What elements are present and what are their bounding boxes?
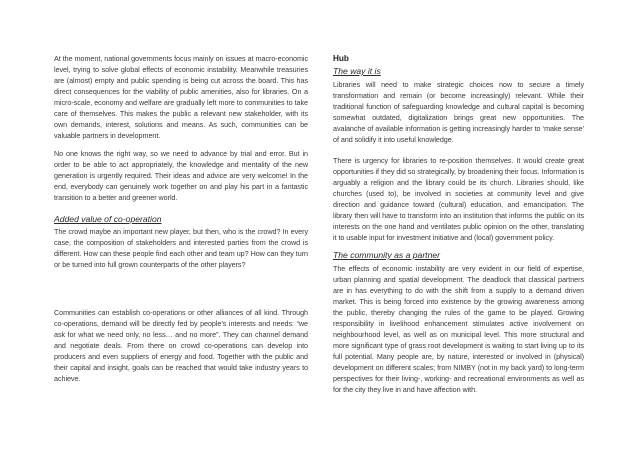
- paragraph-trial-and-error: No one knows the right way, so we need to advance by trial and error. But in order to be able to act appropriately, the knowledge and mentality of the new generation is urgently required. Their ideas and advice are very welcome! In the end, everybody can genuinely work together on and play his part in a fantastic transition to a better and greener world.: [54, 149, 308, 202]
- paragraph-macro-economic: At the moment, national governments focus mainly on issues at macro-economic level, trying to solve global effects of economic instability. Meanwhile treasuries are (almost) empty and public spending is being cut across the board. This has direct consequences for the viability of public amenities, also for libraries. On a micro-scale, economy and welfare are gradually left more to communities to take care of themselves. This makes the public a relevant new stakeholder, with its own demands, interest, solutions and means. As such, communities can be valuable partners in development.: [54, 54, 308, 140]
- heading-hub: Hub: [333, 54, 349, 63]
- paragraph-co-operations: Communities can establish co-operations or other alliances of all kind. Through co-operations, demand will be directly fed by people’s interests and needs: “we ask for what we need only, no less… and no more”. They can channel demand and negotiate deals. From there on crowd co-operations can develop into producers and even suppliers of energy and food. Together with the public and their capital and insight, goals can be reached that would take industry years to achieve.: [54, 308, 308, 383]
- paragraph-crowd: The crowd maybe an important new player, but then, who is the crowd? In every case, the composition of stakeholders and interested parties from the crowd is different. How can these people find each other and team up? How can they turn or be turned into full grown counterparts of the other players?: [54, 227, 308, 269]
- heading-added-value: Added value of co-operation: [54, 214, 162, 224]
- paragraph-libraries-strategic: Libraries will need to make strategic choices now to secure a timely transformation and remain (or become increasingly) relevant. While their traditional function of safeguarding knowledge and cultural capital is becoming somewhat outdated, digitalization brings great new opportunities. The avalanche of available information is getting increasingly harder to ‘make sense’ of and solidify it into useful knowledge.: [333, 80, 584, 144]
- heading-the-way-it-is: The way it is: [333, 66, 381, 76]
- paragraph-urgency: There is urgency for libraries to re-position themselves. It would create great opportunities if they did so strategically, by broadening their focus. Information is arguably a religion and the library could be its church. Libraries should, like churches (used to), be involved in societies at community level and give direction and guidance toward (cultural) education, and emancipation. The library then will have to transform into an institution that informs the public on its interests on the one hand and ventilates public opinion on the other, translating it to usable input for investment initiative and (local) government policy.: [333, 156, 584, 242]
- paragraph-economic-instability: The effects of economic instability are very evident in our field of expertise, urban planning and spatial development. The deadlock that classical partners are in has everything to do with the shift from a supply to a demand driven market. This is being forced into existence by the growing awareness among the public, thereby changing the rules of the game to be played. Growing responsibility in livelihood enhancement stimulates active involvement on neighbourhood level, as well as on municipal level. This more structural and more significant type of grass root development is waiting to start living up to its full potential. Many people are, by nature, interested or involved in (physical) development on different scales; from NIMBY (not in my back yard) to long-term perspectives for their living-, working- and recreational environments as well as for the city they live in and have affection with.: [333, 264, 584, 394]
- heading-community-partner: The community as a partner: [333, 250, 440, 260]
